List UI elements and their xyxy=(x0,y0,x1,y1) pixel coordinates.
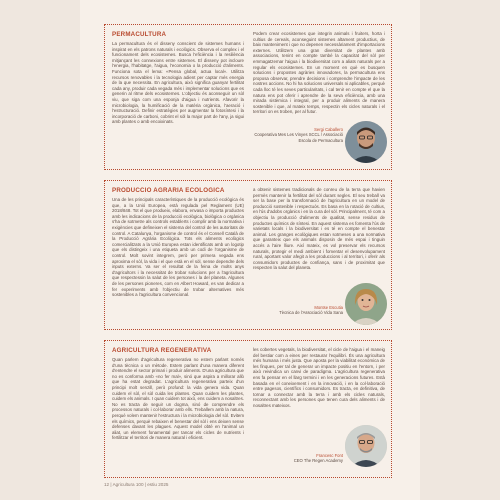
section-produccio-ecologica xyxy=(104,180,392,330)
author-role: Tècnica de l'Associació Vida Sana xyxy=(279,310,343,316)
section-body-right: les cobertes vegetals, la biodiversitat, el cicle de l'aigua i el maneig del bestiar com a eines per restaurar l'equilibri. És una agricultura més humana i més justa. Que aposta per la viabilitat econòmica de les finques, per tal de generar un impacte positiu en l'entorn, i per això reivindica un canvi de paradigma. L'agricultura regenerativa ens fa pensar en el llarg termini i en les generacions futures. Està basada en el coneixement i en la innovació, i en la col·laboració entre pagesos, científics i consumidors. Es tracta, en definitiva, de tornar a connectar amb la terra i amb els cicles naturals, reconnectant amb les persones que tenen cura dels aliments i de nosaltres mateixos. xyxy=(253,347,385,408)
section-body-left: La permacultura és el disseny conscient de sistemes humans i inspirat en els patrons naturals i ecològics. Observa el complex i el funcionament dels ecosistemes. Busca l'eficiència i la resiliència mitjançant les connexions entre sistemes. El disseny pot incloure l'energia, l'habitatge, l'aigua, l'economia o la producció d'aliments. Funciona sota el lema: «Pensa global, actua local». Utilitza recursos renovables i la tecnologia adient per captar més energia de la que necessita. En agricultura, això significa guanyar fertilitat cada any, produir cada vegada més i implementar solucions que es generin al ritme dels ecosistemes. L'objectiu és aconseguir un sòl viu, que siga com una esponja d'aigua i nutrients. Afavorir la microbiologia, la humificació de la matèria orgànica, l'aeració i l'estructuració. Definir estratègies per augmentar la fotosíntesi i la incorporació de carboni, cobrint el sòl la major part de l'any, ja sigui amb plantes o amb encoixinats. xyxy=(112,41,244,125)
section-body-left: Una de les principals característiques de la producció ecològica és que, a la Unió Europea, està regulada pel Reglament (UE) 2018/848. Tot el que produeix, elabora, envasa o importa productes amb les indicacions de la producció ecològica, biològica o orgànica s'ha de sotmetre als controls establerts i complir amb la normativa i exigències que defineixen el sistema del control de les autoritats de control. A Catalunya, l'organisme de control és el Consell Català de la Producció Agrària Ecològica. Tots els aliments ecològics comercialitzats a la Unió Europea estan identificats amb un logotip que els distingeix i una etiqueta amb un codi de l'organisme de control. Molt sovint integrem, però per primera vegada ens aproxima el sòl, la vida i el que està en el sòl, sense dependre dels inputs externs. Va ser el resultat de la feina de molts anys d'agricultors i la necessitat de trobar solucions per a l'agricultura que respectessin la salut de les persones i la del planeta. Algunes de les persones pioneres, com en Albert Howard, es van dedicar a fer experiments amb l'objectiu de trobar alternatives més sostenibles a l'agricultura convencional. xyxy=(112,197,244,298)
author-bio xyxy=(253,453,343,464)
section-body-right: a obtenir sistemes tradicionals de conreu de la terra que havien permès mantenir la fertilitat del sòl durant segles. El seu treball va ser la base per la transformació de l'agricultura en un model de producció sostenible i respectuós. Es basa en la rotació de cultius, en l'ús d'adobs orgànics i en la cura del sòl. Principalment, té com a objectiu la producció d'aliments de qualitat, sense residus de productes químics de síntesi. En aquest sistema es fomenta l'ús de varietats locals i la biodiversitat i es té en compte el benestar animal. Les granges ecològiques estan sotmeses a una normativa que garanteix que els animals disposin de més espai i tinguin accés a l'aire lliure. Així mateix, es vol preservar els recursos naturals, protegir el medi ambient i fomentar el desenvolupament rural, aportant valor afegit a les produccions i al territori, i oferir als consumidors productes de confiança, sans i de proximitat que respecten la salut del planeta. xyxy=(253,187,385,271)
author-bio xyxy=(253,305,343,316)
section-permacultura xyxy=(104,24,392,170)
section-title: PRODUCCIÓ AGRÀRIA ECOLÒGICA xyxy=(112,187,225,194)
section-left-column xyxy=(112,187,244,327)
section-right-column xyxy=(253,347,385,421)
section-agricultura-regenerativa xyxy=(104,340,392,478)
author-bio xyxy=(253,127,343,143)
author-photo xyxy=(345,283,387,325)
section-title: PERMACULTURA xyxy=(112,31,167,38)
section-body-left: Quan parlem d'agricultura regenerativa no estem parlant només d'una tècnica o un mètode. Estem parlant d'una manera diferent d'entendre el sector primari i produir aliments. D'una agricultura que no es conforma amb «no fer mal», sinó que aspira a millorar allò que ha estat degradat. L'agricultura regenerativa parteix d'un principi molt senzill, però profund: la vida genera vida. Quan cuidem el sòl, el sòl cuida les plantes. Quan cuidem les plantes, cuidem els animals. I quan cuidem tot això, ens cuidem a nosaltres. No es tracta de seguir un dogma, sinó de comprendre els processos naturals i col·laborar amb ells. Treballem amb la natura, perquè volem mantenir l'estructura i la microbiologia del sòl. Evitem els químics, perquè rebaixen el benestar del sòl i ens deixen sense defenses davant les plagues. Aquest model obté en l'animal un aliat, un element fonamental per tancar els cicles de nutrients i fertilitzar el territori de manera natural i eficient. xyxy=(112,357,244,441)
page-footer: 12 | Agricultura 100 | estiu 2025 xyxy=(104,482,169,487)
author-photo xyxy=(345,425,387,467)
author-name: Montse Escutia xyxy=(314,305,343,310)
author-role: CEO The Regen Academy xyxy=(293,458,343,464)
section-left-column xyxy=(112,347,244,475)
author-name: Francesc Font xyxy=(316,453,343,458)
section-left-column xyxy=(112,31,244,167)
section-right-column xyxy=(253,31,385,117)
author-role: Cooperativa Mes Les Vinyes SCCL / Associació Escola de Permacultura xyxy=(254,132,343,143)
author-photo xyxy=(345,121,387,163)
section-body-right: Podem crear ecosistemes que integrin animals i fruiters, horta i cultius de cereals, aconseguint sistemes altament productius, de baix manteniment i que no depenen necessàriament d'importacions externes. Utilitzem una gran diversitat de plantes amb associacions, tenint en compte també la capacitat del sòl per emmagatzemar l'aigua i la biodiversitat com a aliats naturals per a regular els ecosistemes. En un moment en què es busquen solucions i propostes agràries innovadores, la permacultura ens proposa observar, prendre decisions i comprendre l'impacte de les nostres accions. No hi ha solucions universals ni aplicables, perquè cada lloc té les seves particularitats, i cal tenir en compte el que la natura ens pot oferir i aprendre de la seva eficiència, amb una mirada sistèmica i integral, per a produir aliments de manera sostenible i que, al mateix temps, respectin els cicles naturals i el territori on es troben, per al futur. xyxy=(253,31,385,115)
section-title: AGRICULTURA REGENERATIVA xyxy=(112,347,212,354)
author-name: Sergi Caballero xyxy=(314,127,343,132)
